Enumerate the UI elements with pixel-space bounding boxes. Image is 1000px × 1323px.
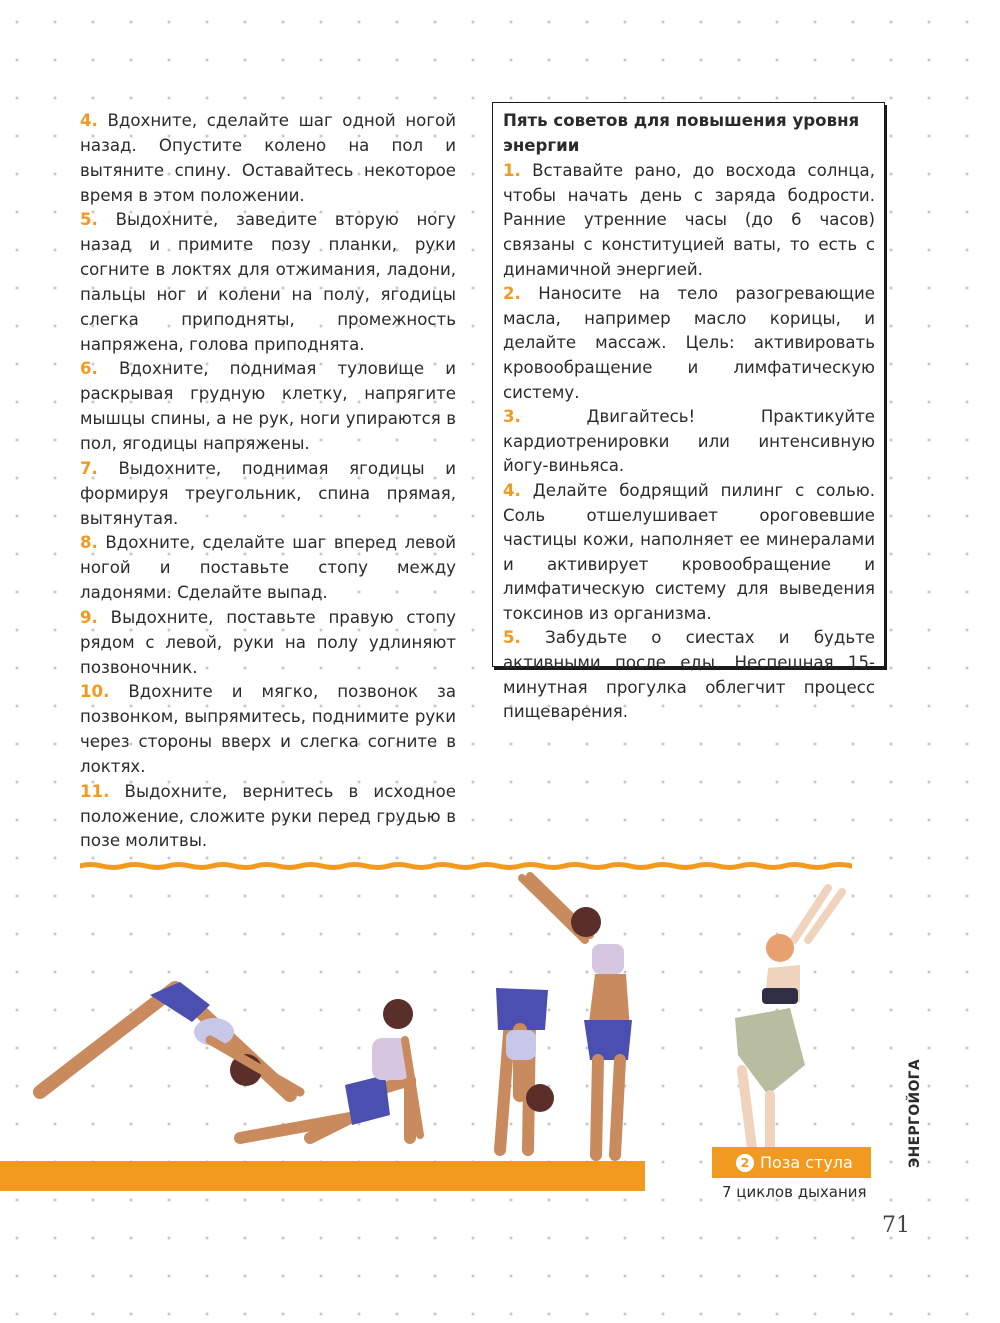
yoga-illustration — [0, 870, 880, 1170]
step-6: 6. Вдохните, поднимая туловище и раскрывая грудную клетку, напрягите мышцы спины, а не рук, ноги упираются в пол, ягодицы напряжены. — [80, 359, 456, 453]
tip-item: 3. Двигайтесь! Практикуйте кардиотренировки или интенсивную йогу-виньяса. — [503, 407, 875, 476]
pose-label — [712, 1147, 871, 1178]
pose-breath-cycles: 7 циклов дыхания — [722, 1183, 867, 1201]
pose-name: Поза стула — [760, 1153, 853, 1172]
tip-item: 5. Забудьте о сиестах и будьте активными после еды. Неспешная 15-минутная прогулка облегчит процесс пищеварения. — [503, 628, 875, 722]
page-number: 71 — [882, 1213, 910, 1238]
tips-box — [492, 102, 885, 722]
tips-title: Пять советов для повышения уровня энергии — [503, 111, 860, 155]
steps-column — [80, 109, 456, 854]
pose-number-badge: 2 — [736, 1154, 754, 1172]
tip-item: 4. Делайте бодрящий пилинг с солью. Соль отшелушивает ороговевшие частицы кожи, наполняет ее минералами и активирует кровообращение и лимфатическую систему для выведения токсинов из организма. — [503, 480, 875, 623]
tip-item: 2. Наносите на тело разогревающие масла, например масло корицы, и делайте массаж. Цель: активировать кровообращение и лимфатическую систему. — [503, 284, 875, 402]
step-10: 10. Вдохните и мягко, позвонок за позвонком, выпрямитесь, поднимите руки через стороны вверх и слегка согните в локтях. — [80, 682, 456, 776]
downward-dog-figure — [40, 982, 300, 1095]
floor-band — [0, 1161, 645, 1191]
step-7: 7. Выдохните, поднимая ягодицы и формируя треугольник, спина прямая, вытянутая. — [80, 458, 456, 528]
section-side-title: ЭНЕРГОЙОГА — [907, 1058, 923, 1168]
tip-item: 1. Вставайте рано, до восхода солнца, чтобы начать день с заряда бодрости. Ранние утренние часы (до 6 часов) связаны с конституцией ваты, то есть с динамичной энергией. — [503, 161, 875, 279]
step-8: 8. Вдохните, сделайте шаг вперед левой ногой и поставьте стопу между ладонями. Сделайте выпад. — [80, 533, 456, 603]
step-11: 11. Выдохните, вернитесь в исходное положение, сложите руки перед грудью в позе молитвы. — [80, 781, 456, 851]
chair-pose-figure — [735, 888, 842, 1150]
step-9: 9. Выдохните, поставьте правую стопу рядом с левой, руки на полу удлиняют позвоночник. — [80, 607, 456, 677]
step-4: 4. Вдохните, сделайте шаг одной ногой назад. Опустите колено на пол и вытяните спину. Оставайтесь некоторое время в этом положении. — [80, 111, 456, 205]
step-5: 5. Выдохните, заведите вторую ногу назад и примите позу планки, руки согните в локтях для отжимания, ладони, пальцы ног и колени на полу, ягодицы слегка приподняты, промежность напряжена, голова приподнята. — [80, 210, 456, 354]
forward-fold-figure — [496, 988, 554, 1150]
